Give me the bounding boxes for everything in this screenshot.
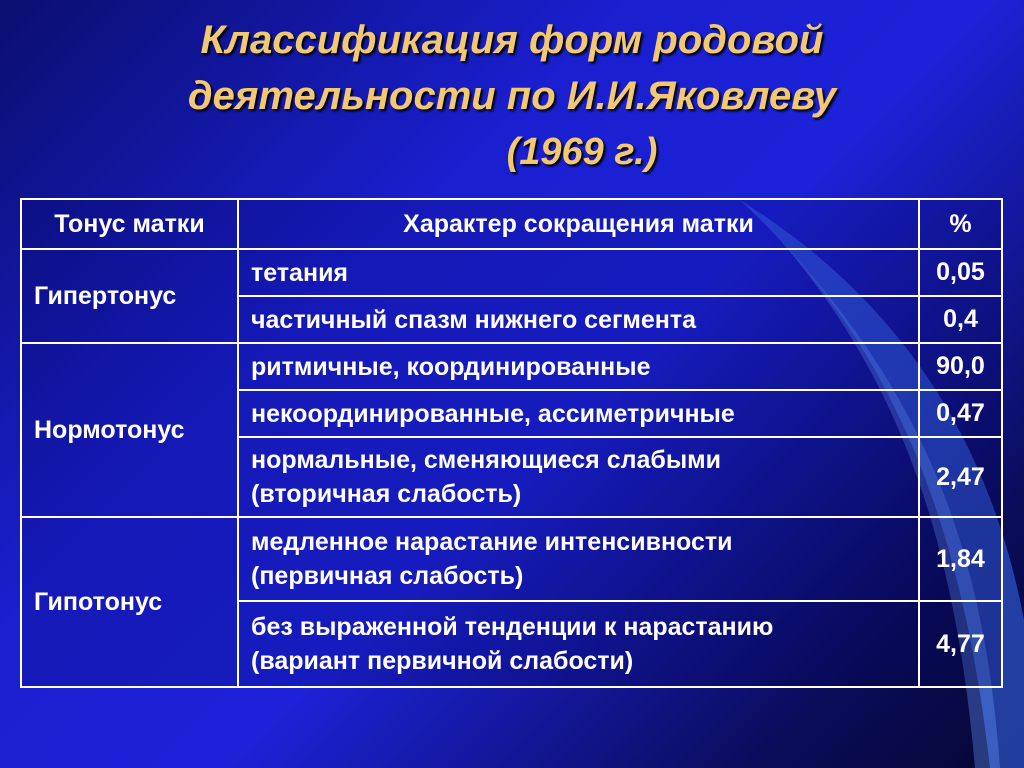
pct-cell: 4,77 (919, 601, 1002, 687)
desc-cell: ритмичные, координированные (238, 343, 919, 390)
header-percent: % (919, 199, 1002, 249)
title-year: (1969 г.) (506, 131, 658, 173)
desc-cell: медленное нарастание интенсивности (первичная слабость) (238, 517, 919, 601)
table-row (21, 517, 1002, 601)
table-row (21, 249, 1002, 296)
desc-cell: некоординированные, ассиметричные (238, 390, 919, 437)
title-line-1: Классификация форм родовой (200, 18, 824, 62)
pct-cell: 0,05 (919, 249, 1002, 296)
desc-cell: нормальные, сменяющиеся слабыми (вторичная слабость) (238, 437, 919, 517)
header-tone: Тонус матки (21, 199, 238, 249)
tone-cell-hypotonus: Гипотонус (21, 517, 238, 687)
pct-cell: 0,47 (919, 390, 1002, 437)
pct-cell: 0,4 (919, 296, 1002, 343)
desc-cell: без выраженной тенденции к нарастанию (вариант первичной слабости) (238, 601, 919, 687)
desc-cell: частичный спазм нижнего сегмента (238, 296, 919, 343)
header-character: Характер сокращения матки (238, 199, 919, 249)
title-line-2: деятельности по И.И.Яковлеву (187, 74, 837, 118)
tone-cell-hypertonus: Гипертонус (21, 249, 238, 343)
classification-table (20, 198, 1003, 688)
table-header-row (21, 199, 1002, 249)
pct-cell: 1,84 (919, 517, 1002, 601)
table-row (21, 343, 1002, 390)
tone-cell-normotonus: Нормотонус (21, 343, 238, 517)
pct-cell: 90,0 (919, 343, 1002, 390)
pct-cell: 2,47 (919, 437, 1002, 517)
desc-cell: тетания (238, 249, 919, 296)
slide-title (0, 12, 1024, 180)
